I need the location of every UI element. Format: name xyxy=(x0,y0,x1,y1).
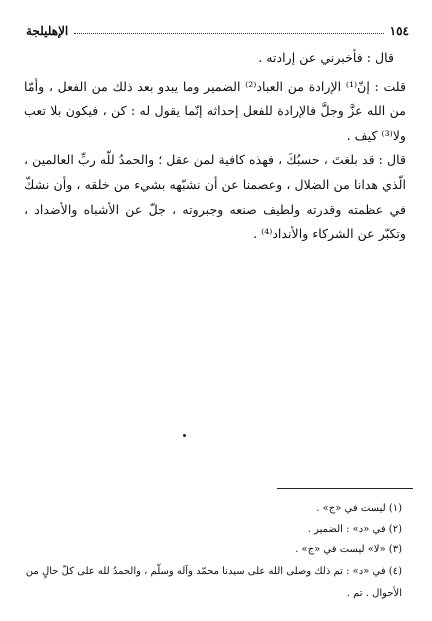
footnote-2: (٢) في «د» : الضمير . xyxy=(307,523,402,535)
page-header xyxy=(26,18,409,38)
main-text xyxy=(24,46,412,247)
footnote-3: (٣) «لا» ليست في «ج» . xyxy=(295,544,402,555)
paragraph-conclusion: قال : قد بلغتَ ، حسبُكَ ، فهذه كافية لمن عقل ؛ والحمدُ للّه ربِّ العالمين ، الّذي هدانا من الضلال ، وعصمنا عن أن نشبّهه بشيء من خلقه ، وأن نشكّ في عظمته وقدرته ولطيف صنعه وجبروته ، جلّ عن الأشباه والأضداد ، وتكبّر عن الشركاء والأنداد⁽⁴⁾ . xyxy=(24,152,406,242)
header-dotted-leader xyxy=(74,33,383,34)
footnote-4: (٤) في «د» : تم ذلك وصلى الله على سيدنا محمّد وآله وسلّم ، والحمدُ لله على كلّ حالٍ من الأحوال . تم . xyxy=(25,565,402,599)
footnote-separator xyxy=(277,488,413,489)
running-title: الإهليلجة xyxy=(26,24,69,38)
paragraph-answer: قلت : إنّ⁽¹⁾ الإرادة من العباد⁽²⁾ الضمير وما يبدو بعد ذلك من الفعل ، وأمّا من الله عزَّ وجلَّ فالإرادة للفعل إحداثه إنّما يقول له : كن ، فيكون بلا تعب ولا⁽³⁾ كيف . xyxy=(24,78,406,143)
footnotes xyxy=(24,499,412,605)
stray-dot xyxy=(183,434,186,437)
page-number: ١٥٤ xyxy=(389,24,409,38)
paragraph-question: قال : فأخبرني عن إرادته . xyxy=(258,50,394,65)
footnote-1: (١) ليست في «ج» . xyxy=(316,503,402,514)
